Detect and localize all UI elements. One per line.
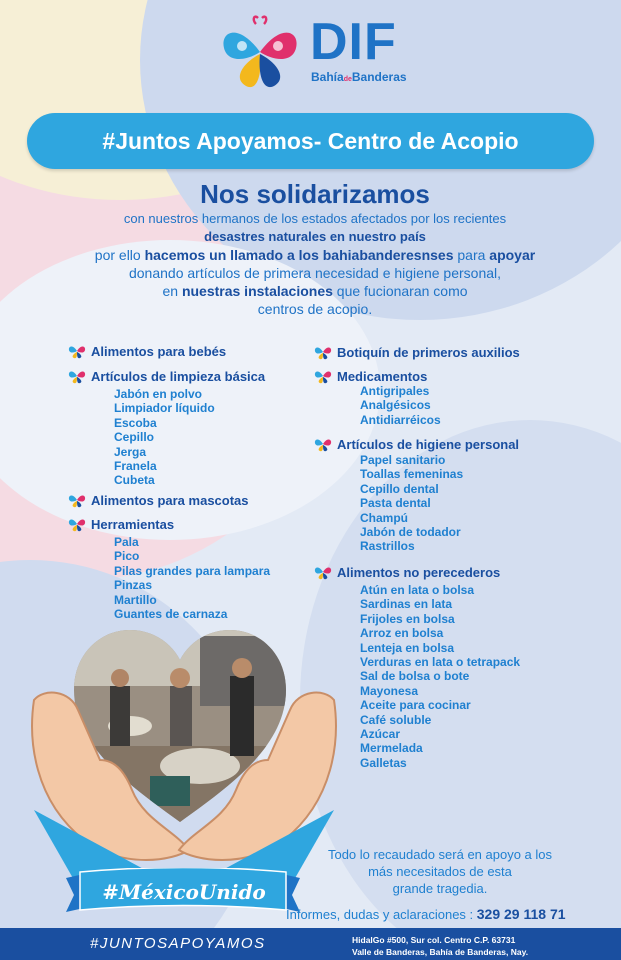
hands-illustration xyxy=(14,680,354,880)
category-tools: Herramientas xyxy=(68,516,174,532)
footer-address xyxy=(352,934,528,958)
list-item: Galletas xyxy=(360,755,407,770)
list-item: Analgésicos xyxy=(360,398,431,413)
list-item: Mayonesa xyxy=(360,683,419,698)
closing-line-2: más necesitados de esta xyxy=(368,864,512,879)
category-hygiene: Artículos de higiene personal xyxy=(314,436,519,452)
cleaning-items xyxy=(114,387,215,488)
list-item: Azúcar xyxy=(360,727,401,742)
list-item: Sardinas en lata xyxy=(360,597,453,612)
list-item: Jabón en polvo xyxy=(114,387,203,401)
list-item: Antigripales xyxy=(360,384,430,398)
medicine-items xyxy=(360,384,441,427)
intro-line-4: donando artículos de primera necesidad e higiene personal, xyxy=(128,265,502,281)
banner-title: Centro de Acopio xyxy=(327,128,519,154)
list-item: Verduras en lata o tetrapack xyxy=(360,655,521,670)
list-item: Arroz en bolsa xyxy=(360,626,444,641)
list-item: Jerga xyxy=(114,444,147,459)
butterfly-icon xyxy=(68,368,86,384)
butterfly-icon xyxy=(314,564,332,580)
contact-info xyxy=(286,906,566,922)
butterfly-icon xyxy=(314,436,332,452)
list-item: Jabón de todador xyxy=(360,525,461,540)
closing-line-3: grande tragedia. xyxy=(392,881,488,896)
list-item: Pinzas xyxy=(114,578,153,593)
category-baby-food: Alimentos para bebés xyxy=(68,343,226,359)
intro-text xyxy=(60,178,570,318)
butterfly-icon xyxy=(68,343,86,359)
list-item: Papel sanitario xyxy=(360,453,446,467)
list-item: Café soluble xyxy=(360,712,432,727)
contact-phone: 329 29 118 71 xyxy=(476,906,566,922)
butterfly-icon xyxy=(218,12,302,92)
intro-line-5: en nuestras instalaciones que fucionaran como xyxy=(162,283,468,299)
hygiene-items xyxy=(360,453,463,554)
list-item: Franela xyxy=(114,459,157,474)
category-non-perishable: Alimentos no perecederos xyxy=(314,564,500,580)
list-item: Mermelada xyxy=(360,741,423,756)
category-medicines: Medicamentos xyxy=(314,368,427,384)
list-item: Toallas femeninas xyxy=(360,467,464,482)
list-item: Guantes de carnaza xyxy=(114,607,228,622)
list-item: Martillo xyxy=(114,592,157,607)
butterfly-icon xyxy=(314,344,332,360)
list-item: Cepillo xyxy=(114,430,155,445)
footer-hashtag: #JUNTOSAPOYAMOS xyxy=(90,935,266,952)
list-item: Cubeta xyxy=(114,473,155,488)
intro-line-2: desastres naturales en nuestro país xyxy=(204,229,426,244)
address-line-2: Valle de Banderas, Bahía de Banderas, Nay. xyxy=(352,947,529,957)
title-banner xyxy=(27,113,594,169)
butterfly-icon xyxy=(68,516,86,532)
list-item: Aceite para cocinar xyxy=(360,698,471,713)
contact-label: Informes, dudas y aclaraciones : xyxy=(286,907,477,922)
butterfly-icon xyxy=(68,492,86,508)
intro-line-1: con nuestros hermanos de los estados afectados por los recientes xyxy=(123,211,507,226)
category-cleaning: Artículos de limpieza básica xyxy=(68,368,265,384)
list-item: Cepillo dental xyxy=(360,481,439,496)
list-item: Limpiador líquido xyxy=(114,401,215,416)
closing-message xyxy=(308,846,572,897)
logo-subtitle: BahíadeBanderas xyxy=(311,70,407,84)
intro-title: Nos solidarizamos xyxy=(200,179,430,209)
list-item: Escoba xyxy=(114,415,157,430)
dif-logo xyxy=(218,12,428,92)
tools-items xyxy=(114,535,270,621)
list-item: Rastrillos xyxy=(360,539,415,554)
banner-hashtag: #Juntos Apoyamos- xyxy=(102,128,328,154)
intro-line-3: por ello hacemos un llamado a los bahiabanderesnses para apoyar xyxy=(94,247,536,263)
non-perishable-items xyxy=(360,583,520,770)
list-item: Atún en lata o bolsa xyxy=(360,583,475,597)
list-item: Pala xyxy=(114,535,139,549)
list-item: Pasta dental xyxy=(360,496,431,511)
list-item: Champú xyxy=(360,510,408,525)
category-pet-food: Alimentos para mascotas xyxy=(68,492,249,508)
logo-text: DIF xyxy=(310,13,397,71)
address-line-1: HidalGo #500, Sur col. Centro C.P. 63731 xyxy=(352,935,516,945)
list-item: Lenteja en bolsa xyxy=(360,640,455,655)
list-item: Pico xyxy=(114,549,140,564)
list-item: Antidiarréicos xyxy=(360,412,441,427)
intro-line-6: centros de acopio. xyxy=(257,301,373,317)
closing-line-1: Todo lo recaudado será en apoyo a los xyxy=(327,847,553,862)
butterfly-icon xyxy=(314,368,332,384)
list-item: Pilas grandes para lampara xyxy=(114,563,271,578)
category-first-aid: Botiquín de primeros auxilios xyxy=(314,344,520,360)
ribbon-text: #MéxicoUnido xyxy=(102,880,266,904)
list-item: Sal de bolsa o bote xyxy=(360,669,470,684)
list-item: Frijoles en bolsa xyxy=(360,611,455,626)
